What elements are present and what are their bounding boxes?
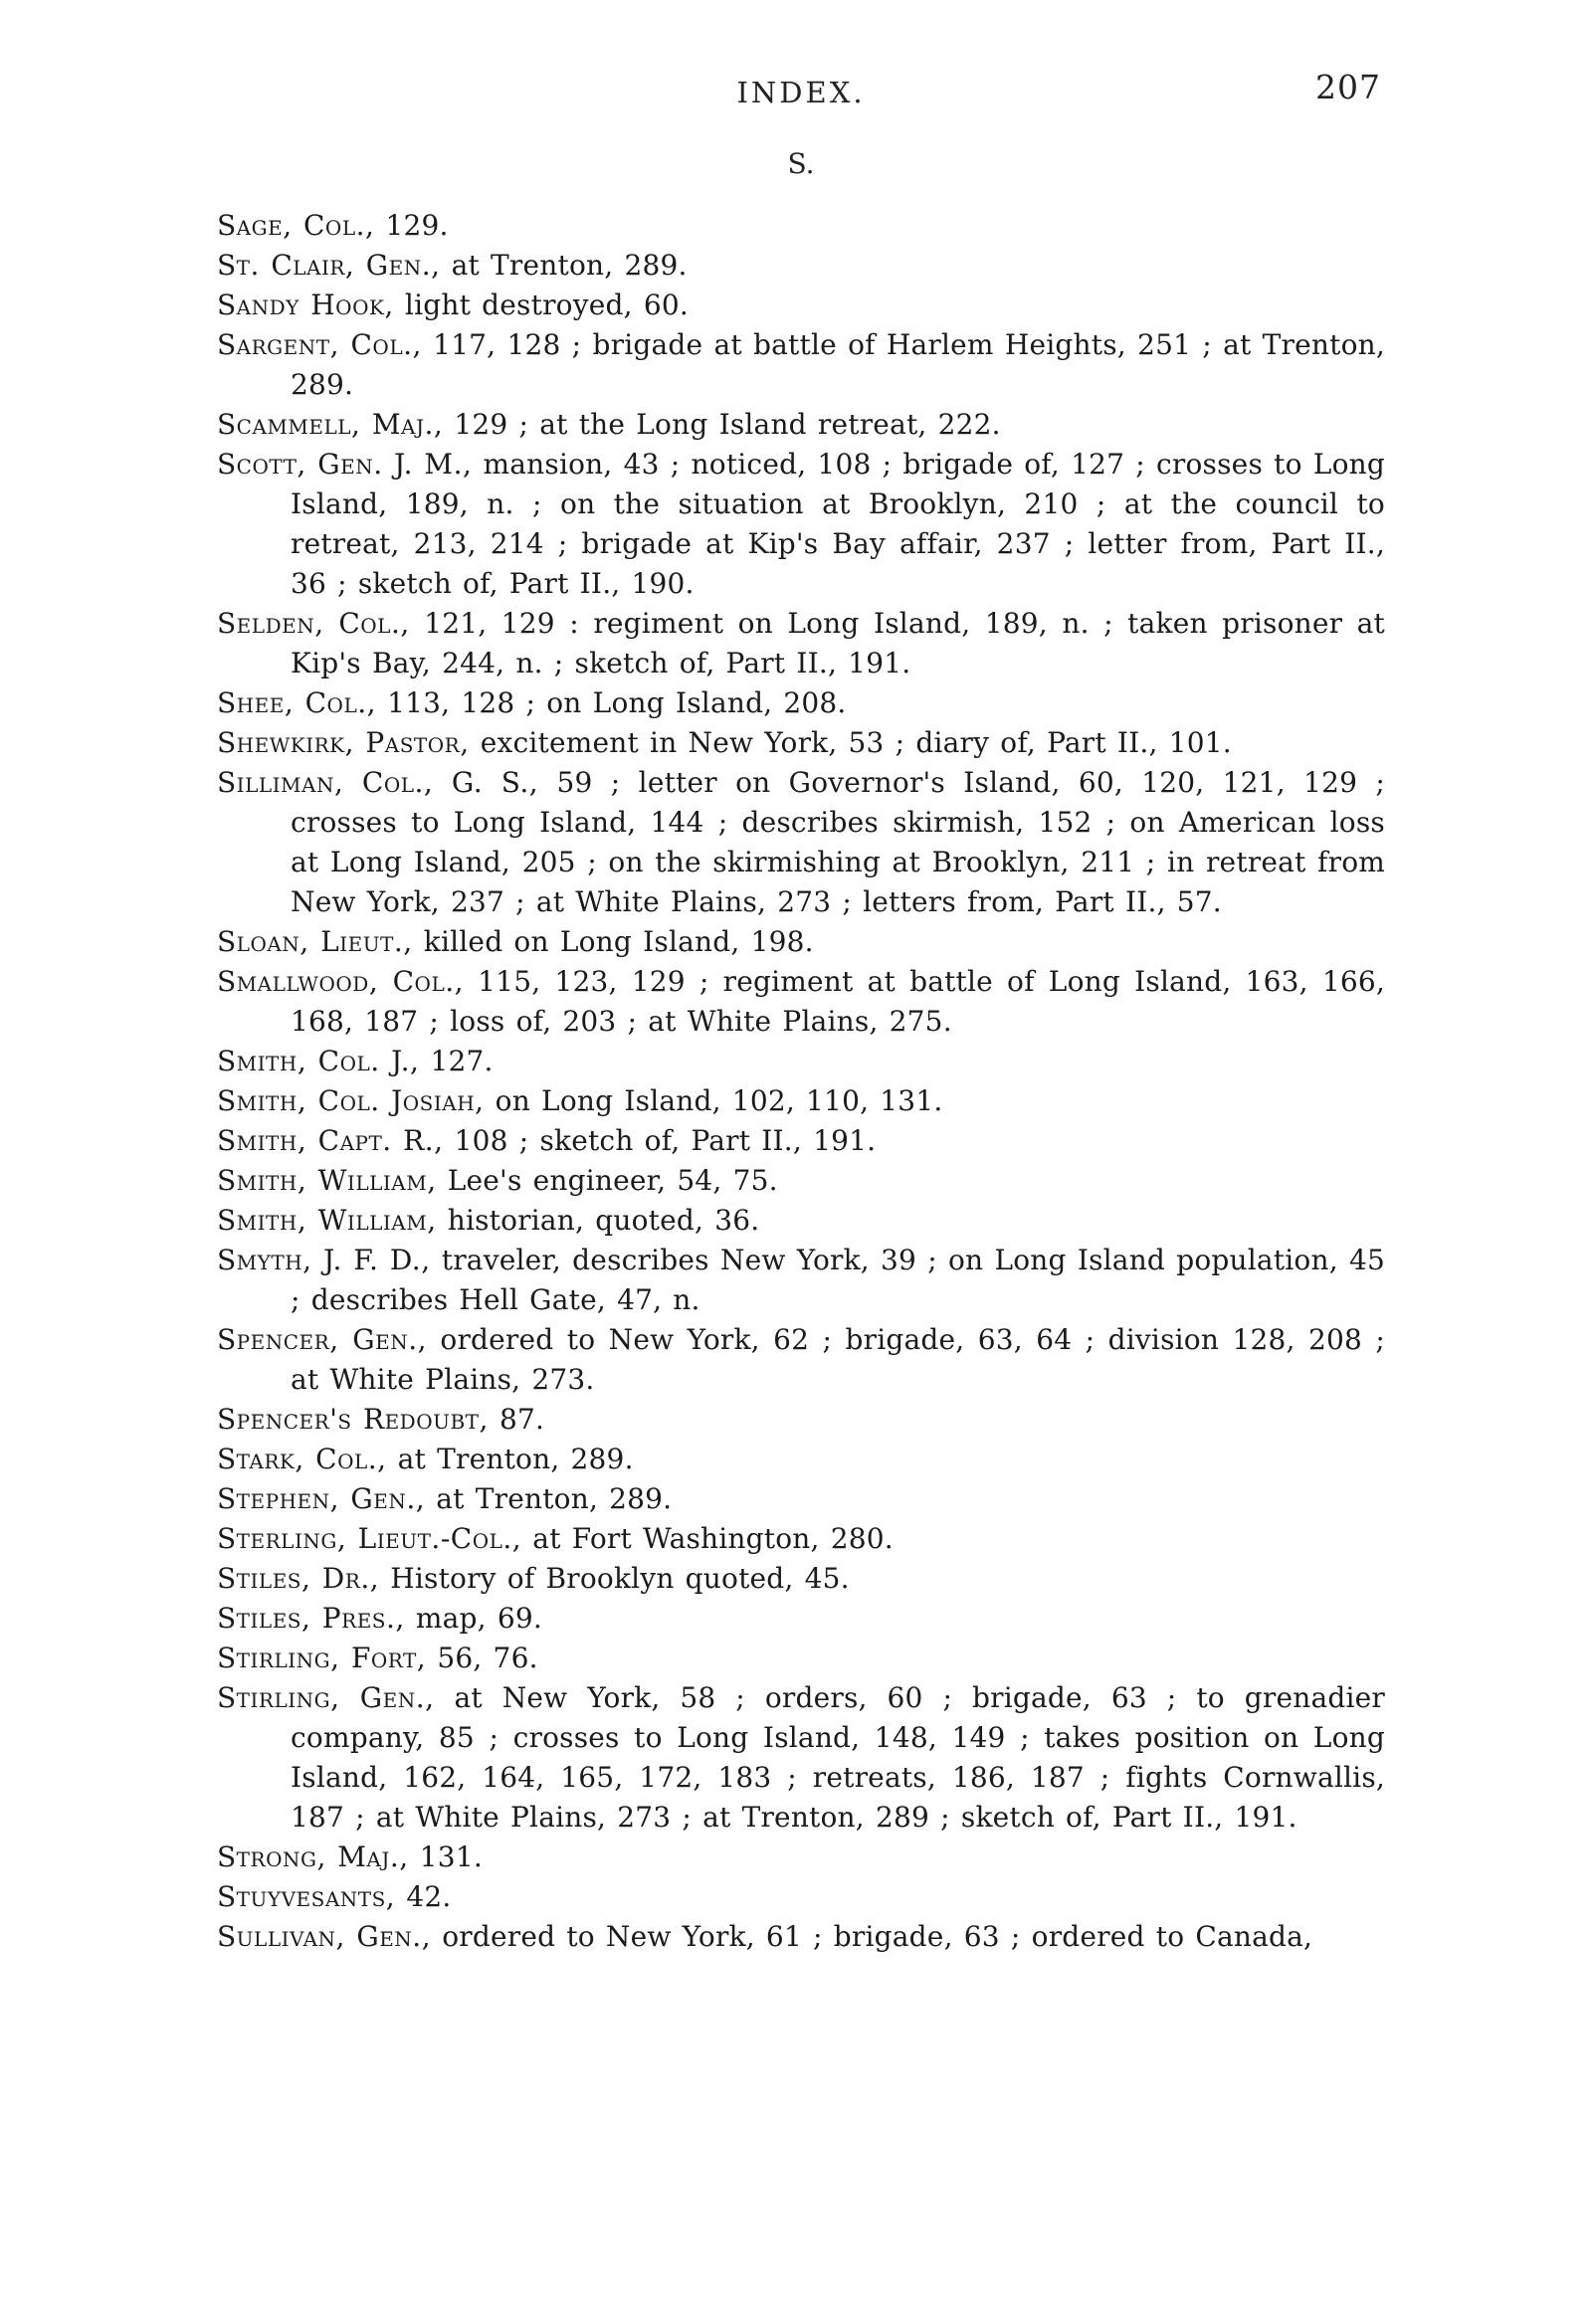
index-entry [217,206,1385,246]
entry-text: History of Brooklyn quoted, 45. [379,1562,850,1595]
index-entry [217,1599,1385,1639]
entry-text: 127. [419,1045,494,1077]
entry-text: at New York, 58 ; orders, 60 ; brigade, 63 ; to grenadier company, 85 ; crosses to Long Island, 148, 149 ; takes position on Long Island, 162, 164, 165, 172, 183 ; retreats, 186, 187 ; fights Cornwallis, 187 ; at White Plains, 273 ; at Trenton, 289 ; sketch of, Part II., 191. [291,1681,1385,1834]
index-entry [217,1479,1385,1519]
entry-text: at Trenton, 289. [386,1443,634,1475]
entry-text: historian, quoted, 36. [436,1204,760,1237]
index-entry [217,1838,1385,1877]
index-entry [217,922,1385,962]
entry-text: map, 69. [404,1602,543,1635]
entry-name: Stark, Col., [217,1443,387,1475]
entry-name: Sage, Col., [217,209,375,242]
entry-text: 59 ; letter on Governor's Island, 60, 120, 121, 129 ; crosses to Long Island, 144 ; describes skirmish, 152 ; on American loss at Long Island, 205 ; on the skirmishing at Brooklyn, 211 ; in retreat from New York, 237 ; at White Plains, 273 ; letters from, Part II., 57. [291,766,1385,918]
entry-text: 129 ; at the Long Island retreat, 222. [443,408,1001,441]
index-entry [217,1400,1385,1440]
entry-name: Smith, Capt. R., [217,1124,444,1157]
entry-text: 129. [374,209,449,242]
entry-name: Smith, Col. Josiah, [217,1084,485,1117]
entry-text: 115, 123, 129 ; regiment at battle of Long Island, 163, 166, 168, 187 ; loss of, 203 ; at White Plains, 275. [291,965,1386,1038]
entry-name: Spencer, Gen., [217,1323,428,1356]
entry-text: excitement in New York, 53 ; diary of, Part II., 101. [469,726,1232,759]
entry-text: 56, 76. [426,1642,538,1674]
entry-text: 113, 128 ; on Long Island, 208. [376,686,847,719]
entry-name: St. Clair, Gen., [217,249,441,282]
index-entry [217,1241,1385,1320]
entry-text: light destroyed, 60. [393,289,689,321]
index-entry [217,286,1385,325]
entry-name: Sterling, Lieut.-Col., [217,1522,522,1555]
index-entry [217,723,1385,763]
entry-name: Stiles, Dr., [217,1562,380,1595]
index-entry [217,1081,1385,1121]
entry-name: Spencer's Redoubt, [217,1403,489,1436]
entry-name: Silliman, Col., G. S., [217,766,539,799]
index-entry [217,1877,1385,1917]
entry-name: Stirling, Fort, [217,1642,427,1674]
index-entry [217,405,1385,445]
index-entry [217,1678,1385,1838]
index-entry [217,1639,1385,1678]
index-entry [217,962,1385,1042]
book-page [217,0,1385,1957]
index-entry [217,1161,1385,1201]
entry-name: Smallwood, Col., [217,965,465,998]
entry-name: Shewkirk, Pastor, [217,726,470,759]
entry-name: Sullivan, Gen., [217,1920,432,1953]
entry-text: mansion, 43 ; noticed, 108 ; brigade of, 127 ; crosses to Long Island, 189, n. ; on the situation at Brooklyn, 210 ; at the council to retreat, 213, 214 ; brigade at Kip's Bay affair, 237 ; letter from, Part II., 36 ; sketch of, Part II., 190. [291,448,1385,600]
entry-name: Stirling, Gen., [217,1681,435,1714]
index-entry [217,445,1385,604]
index-entry [217,763,1385,922]
entry-text: ordered to New York, 61 ; brigade, 63 ; ordered to Canada, [431,1920,1313,1953]
entry-name: Sargent, Col., [217,328,422,361]
entry-name: Sandy Hook, [217,289,394,321]
entry-text: killed on Long Island, 198. [412,925,814,958]
entry-name: Strong, Maj., [217,1840,409,1873]
entry-text: 117, 128 ; brigade at battle of Harlem Heights, 251 ; at Trenton, 289. [291,328,1385,401]
index-entry [217,1320,1385,1400]
entry-text: ordered to New York, 62 ; brigade, 63, 64 ; division 128, 208 ; at White Plains, 273. [291,1323,1385,1396]
entry-text: traveler, describes New York, 39 ; on Long Island population, 45 ; describes Hell Gate, 47, n. [291,1244,1385,1316]
index-entry [217,246,1385,286]
page-header [217,0,1385,121]
index-entry [217,325,1385,405]
index-entry [217,1440,1385,1479]
entry-name: Smith, William, [217,1164,437,1197]
index-entry [217,604,1385,683]
page-title: INDEX. [736,76,866,109]
entry-text: on Long Island, 102, 110, 131. [484,1084,943,1117]
entry-text: 42. [395,1880,452,1913]
entry-text: 108 ; sketch of, Part II., 191. [443,1124,877,1157]
index-entry [217,1121,1385,1161]
entry-name: Shee, Col., [217,686,377,719]
index-entry [217,683,1385,723]
entry-text: 131. [408,1840,483,1873]
entry-name: Selden, Col., [217,607,410,640]
entry-name: Smith, William, [217,1204,437,1237]
index-entry [217,1559,1385,1599]
index-entry [217,1917,1385,1957]
entry-name: Smith, Col. J., [217,1045,420,1077]
entry-text: at Fort Washington, 280. [521,1522,894,1555]
entry-name: Stuyvesants, [217,1880,396,1913]
index-entry [217,1201,1385,1241]
entry-text: at Trenton, 289. [425,1482,673,1515]
entry-name: Sloan, Lieut., [217,925,413,958]
entry-text: Lee's engineer, 54, 75. [436,1164,778,1197]
entry-name: Smyth, J. F. D., [217,1244,431,1276]
index-entry [217,1042,1385,1081]
page-number: 207 [1315,68,1381,106]
entry-name: Stiles, Pres., [217,1602,405,1635]
index-entries [217,206,1385,1957]
entry-text: 121, 129 : regiment on Long Island, 189, n. ; taken prisoner at Kip's Bay, 244, n. ; sketch of, Part II., 191. [291,607,1385,679]
entry-text: 87. [488,1403,545,1436]
section-letter: S. [787,147,815,180]
entry-name: Scott, Gen. J. M., [217,448,473,481]
index-entry [217,1519,1385,1559]
entry-name: Stephen, Gen., [217,1482,426,1515]
entry-text: at Trenton, 289. [440,249,688,282]
entry-name: Scammell, Maj., [217,408,444,441]
